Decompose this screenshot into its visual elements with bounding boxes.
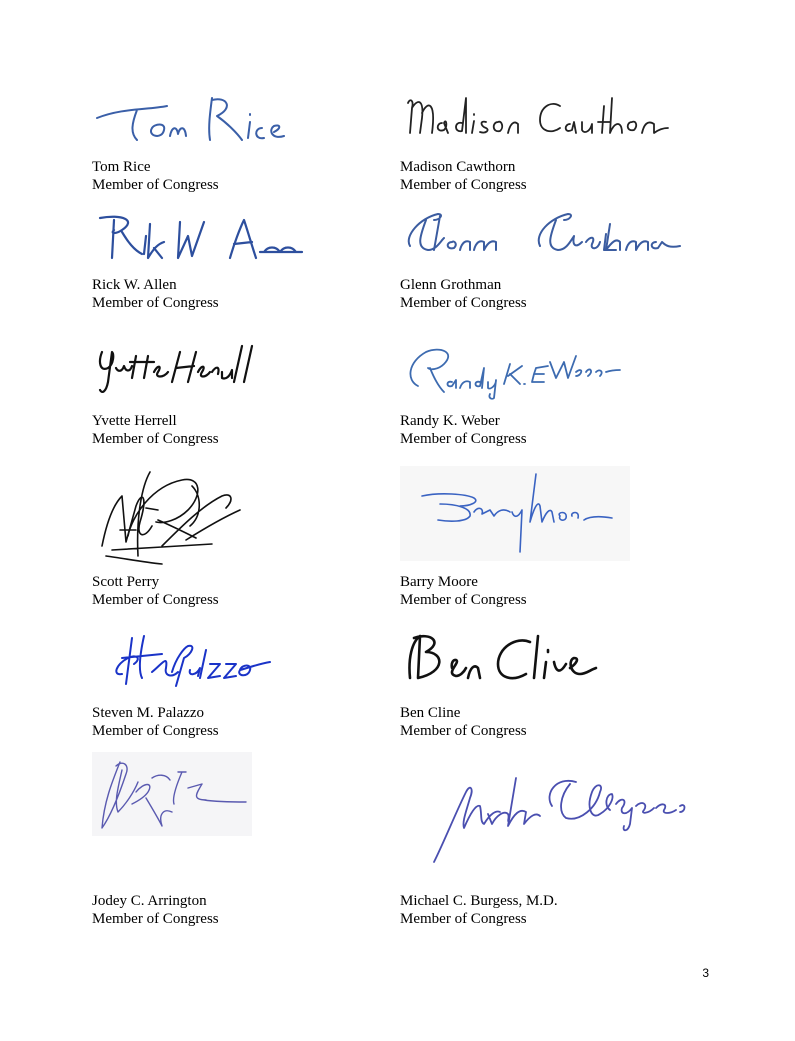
signer-title: Member of Congress xyxy=(400,592,527,608)
signer-title: Member of Congress xyxy=(92,592,219,608)
signature-image-glenn-grothman xyxy=(400,206,690,266)
signature-block-barry-moore xyxy=(400,466,700,616)
signer-title: Member of Congress xyxy=(92,295,219,311)
signature-image-ben-cline xyxy=(400,628,600,698)
signer-title: Member of Congress xyxy=(92,723,219,739)
signature-image-madison-cawthorn xyxy=(400,88,690,148)
signature-block-jodey-arrington xyxy=(92,752,392,932)
signature-block-steven-palazzo xyxy=(92,628,392,743)
signature-block-scott-perry xyxy=(92,466,392,616)
signer-name: Rick W. Allen xyxy=(92,277,177,293)
signer-title: Member of Congress xyxy=(400,295,527,311)
signer-name: Madison Cawthorn xyxy=(400,159,516,175)
signature-image-tom-rice xyxy=(92,88,292,148)
signature-image-michael-burgess xyxy=(400,752,690,872)
signer-name: Barry Moore xyxy=(400,574,478,590)
signer-title: Member of Congress xyxy=(92,911,219,927)
signer-name: Steven M. Palazzo xyxy=(92,705,205,721)
signer-title: Member of Congress xyxy=(400,723,527,739)
signer-title: Member of Congress xyxy=(92,177,219,193)
signature-image-scott-perry xyxy=(92,466,252,571)
signer-name: Tom Rice xyxy=(92,159,151,175)
signer-name: Yvette Herrell xyxy=(92,413,177,429)
signer-name: Michael C. Burgess, M.D. xyxy=(400,893,558,909)
signer-title: Member of Congress xyxy=(400,911,527,927)
signer-name: Randy K. Weber xyxy=(400,413,500,429)
signature-block-michael-burgess xyxy=(400,752,700,932)
signer-title: Member of Congress xyxy=(400,431,527,447)
signature-block-randy-weber xyxy=(400,342,700,452)
signer-name: Scott Perry xyxy=(92,574,160,590)
signature-block-rick-allen xyxy=(92,206,392,316)
signer-name: Ben Cline xyxy=(400,705,461,721)
signer-name: Glenn Grothman xyxy=(400,277,502,293)
signature-block-yvette-herrell xyxy=(92,342,392,452)
signature-block-tom-rice xyxy=(92,88,392,198)
page-number: 3 xyxy=(702,966,709,980)
signature-image-steven-palazzo xyxy=(92,628,272,698)
signature-image-jodey-arrington xyxy=(92,752,252,836)
signer-name: Jodey C. Arrington xyxy=(92,893,207,909)
signature-image-rick-allen xyxy=(92,206,312,266)
signer-title: Member of Congress xyxy=(92,431,219,447)
signature-block-madison-cawthorn xyxy=(400,88,700,198)
signature-block-ben-cline xyxy=(400,628,700,743)
signature-image-yvette-herrell xyxy=(92,342,282,402)
signer-title: Member of Congress xyxy=(400,177,527,193)
signature-image-barry-moore xyxy=(400,466,630,561)
signature-image-randy-weber xyxy=(400,342,640,402)
signature-block-glenn-grothman xyxy=(400,206,700,316)
